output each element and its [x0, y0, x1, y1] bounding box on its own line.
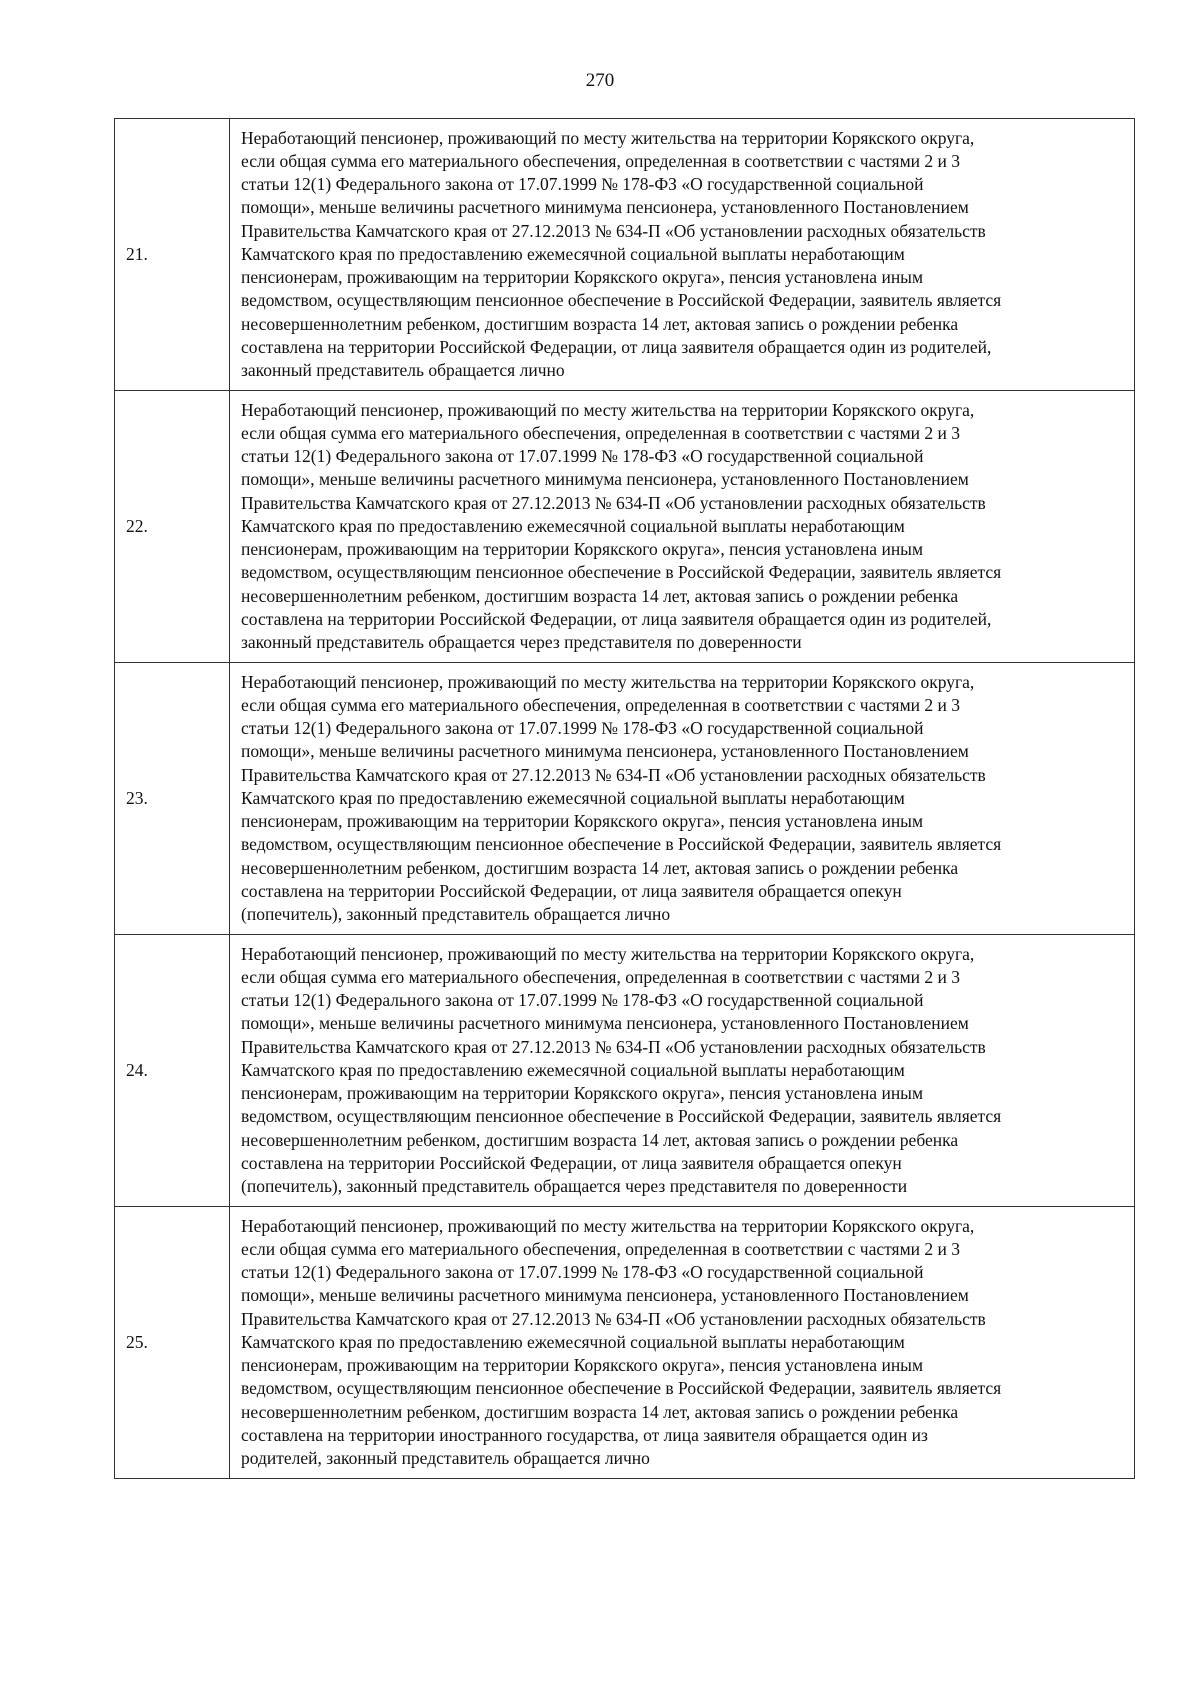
row-number-cell — [115, 391, 230, 663]
description-line: ведомством, осуществляющим пенсионное обеспечение в Российской Федерации, заявитель является — [241, 1106, 1002, 1127]
description-line: (попечитель), законный представитель обращается лично — [241, 903, 671, 924]
description-line: статьи 12(1) Федерального закона от 17.07.1999 № 178-ФЗ «О государственной социальной — [241, 718, 924, 739]
description-line: статьи 12(1) Федерального закона от 17.07.1999 № 178-ФЗ «О государственной социальной — [241, 174, 924, 195]
table-row — [115, 391, 1135, 663]
description-line: составлена на территории Российской Федерации, от лица заявителя обращается опекун — [241, 1152, 902, 1173]
row-number-cell — [115, 663, 230, 935]
description-line: Неработающий пенсионер, проживающий по месту жительства на территории Корякского округа, — [241, 943, 975, 964]
description-line: ведомством, осуществляющим пенсионное обеспечение в Российской Федерации, заявитель является — [241, 290, 1002, 311]
table-row — [115, 935, 1135, 1207]
description-line: несовершеннолетним ребенком, достигшим возраста 14 лет, актовая запись о рождении ребенка — [241, 1129, 959, 1150]
description-line: Правительства Камчатского края от 27.12.2013 № 634-П «Об установлении расходных обязательств — [241, 220, 986, 241]
description-line: (попечитель), законный представитель обращается через представителя по доверенности — [241, 1175, 908, 1196]
row-number: 22. — [126, 515, 148, 536]
description-line: пенсионерам, проживающим на территории Корякского округа», пенсия установлена иным — [241, 1083, 924, 1104]
description-line: пенсионерам, проживающим на территории Корякского округа», пенсия установлена иным — [241, 1355, 924, 1376]
description-line: помощи», меньше величины расчетного минимума пенсионера, установленного Постановлением — [241, 741, 969, 762]
row-number: 25. — [126, 1331, 148, 1352]
description-line: Правительства Камчатского края от 27.12.2013 № 634-П «Об установлении расходных обязательств — [241, 1308, 986, 1329]
table-row — [115, 1207, 1135, 1479]
description-line: несовершеннолетним ребенком, достигшим возраста 14 лет, актовая запись о рождении ребенка — [241, 857, 959, 878]
description-line: родителей, законный представитель обращается лично — [241, 1447, 650, 1468]
description-line: Камчатского края по предоставлению ежемесячной социальной выплаты неработающим — [241, 1331, 905, 1352]
description-line: если общая сумма его материального обеспечения, определенная в соответствии с частями 2 и 3 — [241, 151, 960, 172]
row-description-cell — [230, 663, 1135, 935]
applicant-categories-table — [114, 118, 1135, 1479]
description-line: составлена на территории Российской Федерации, от лица заявителя обращается один из родителей, — [241, 336, 992, 357]
row-description-cell — [230, 935, 1135, 1207]
description-line: ведомством, осуществляющим пенсионное обеспечение в Российской Федерации, заявитель является — [241, 834, 1002, 855]
description-line: ведомством, осуществляющим пенсионное обеспечение в Российской Федерации, заявитель является — [241, 1378, 1002, 1399]
description-line: пенсионерам, проживающим на территории Корякского округа», пенсия установлена иным — [241, 267, 924, 288]
description-line: Камчатского края по предоставлению ежемесячной социальной выплаты неработающим — [241, 515, 905, 536]
description-line: Правительства Камчатского края от 27.12.2013 № 634-П «Об установлении расходных обязательств — [241, 764, 986, 785]
description-line: помощи», меньше величины расчетного минимума пенсионера, установленного Постановлением — [241, 469, 969, 490]
row-number-cell — [115, 1207, 230, 1479]
description-line: пенсионерам, проживающим на территории Корякского округа», пенсия установлена иным — [241, 539, 924, 560]
description-line: помощи», меньше величины расчетного минимума пенсионера, установленного Постановлением — [241, 1285, 969, 1306]
description-line: статьи 12(1) Федерального закона от 17.07.1999 № 178-ФЗ «О государственной социальной — [241, 990, 924, 1011]
description-line: если общая сумма его материального обеспечения, определенная в соответствии с частями 2 и 3 — [241, 695, 960, 716]
description-line: пенсионерам, проживающим на территории Корякского округа», пенсия установлена иным — [241, 811, 924, 832]
description-line: Неработающий пенсионер, проживающий по месту жительства на территории Корякского округа, — [241, 671, 975, 692]
row-number: 23. — [126, 787, 148, 808]
row-number-cell — [115, 119, 230, 391]
description-line: Правительства Камчатского края от 27.12.2013 № 634-П «Об установлении расходных обязательств — [241, 492, 986, 513]
description-line: если общая сумма его материального обеспечения, определенная в соответствии с частями 2 и 3 — [241, 1239, 960, 1260]
description-line: Камчатского края по предоставлению ежемесячной социальной выплаты неработающим — [241, 1059, 905, 1080]
description-line: Неработающий пенсионер, проживающий по месту жительства на территории Корякского округа, — [241, 1215, 975, 1236]
description-line: помощи», меньше величины расчетного минимума пенсионера, установленного Постановлением — [241, 197, 969, 218]
description-line: составлена на территории Российской Федерации, от лица заявителя обращается опекун — [241, 880, 902, 901]
row-number: 24. — [126, 1059, 148, 1080]
description-line: составлена на территории иностранного государства, от лица заявителя обращается один из — [241, 1424, 928, 1445]
row-description-cell — [230, 391, 1135, 663]
description-line: если общая сумма его материального обеспечения, определенная в соответствии с частями 2 и 3 — [241, 967, 960, 988]
description-line: законный представитель обращается лично — [241, 359, 565, 380]
description-line: статьи 12(1) Федерального закона от 17.07.1999 № 178-ФЗ «О государственной социальной — [241, 446, 924, 467]
description-line: несовершеннолетним ребенком, достигшим возраста 14 лет, актовая запись о рождении ребенка — [241, 1401, 959, 1422]
description-line: законный представитель обращается через представителя по доверенности — [241, 631, 802, 652]
table-row — [115, 663, 1135, 935]
table-row — [115, 119, 1135, 391]
description-line: Правительства Камчатского края от 27.12.2013 № 634-П «Об установлении расходных обязательств — [241, 1036, 986, 1057]
description-line: Неработающий пенсионер, проживающий по месту жительства на территории Корякского округа, — [241, 127, 975, 148]
description-line: ведомством, осуществляющим пенсионное обеспечение в Российской Федерации, заявитель является — [241, 562, 1002, 583]
description-line: Камчатского края по предоставлению ежемесячной социальной выплаты неработающим — [241, 243, 905, 264]
description-line: Камчатского края по предоставлению ежемесячной социальной выплаты неработающим — [241, 787, 905, 808]
description-line: составлена на территории Российской Федерации, от лица заявителя обращается один из родителей, — [241, 608, 992, 629]
table-body — [115, 119, 1135, 1479]
page-number: 270 — [585, 70, 615, 91]
description-line: статьи 12(1) Федерального закона от 17.07.1999 № 178-ФЗ «О государственной социальной — [241, 1262, 924, 1283]
description-line: несовершеннолетним ребенком, достигшим возраста 14 лет, актовая запись о рождении ребенка — [241, 313, 959, 334]
description-line: если общая сумма его материального обеспечения, определенная в соответствии с частями 2 и 3 — [241, 423, 960, 444]
row-description-cell — [230, 119, 1135, 391]
row-number-cell — [115, 935, 230, 1207]
row-number: 21. — [126, 243, 148, 264]
description-line: помощи», меньше величины расчетного минимума пенсионера, установленного Постановлением — [241, 1013, 969, 1034]
row-description-cell — [230, 1207, 1135, 1479]
description-line: несовершеннолетним ребенком, достигшим возраста 14 лет, актовая запись о рождении ребенка — [241, 585, 959, 606]
description-line: Неработающий пенсионер, проживающий по месту жительства на территории Корякского округа, — [241, 399, 975, 420]
